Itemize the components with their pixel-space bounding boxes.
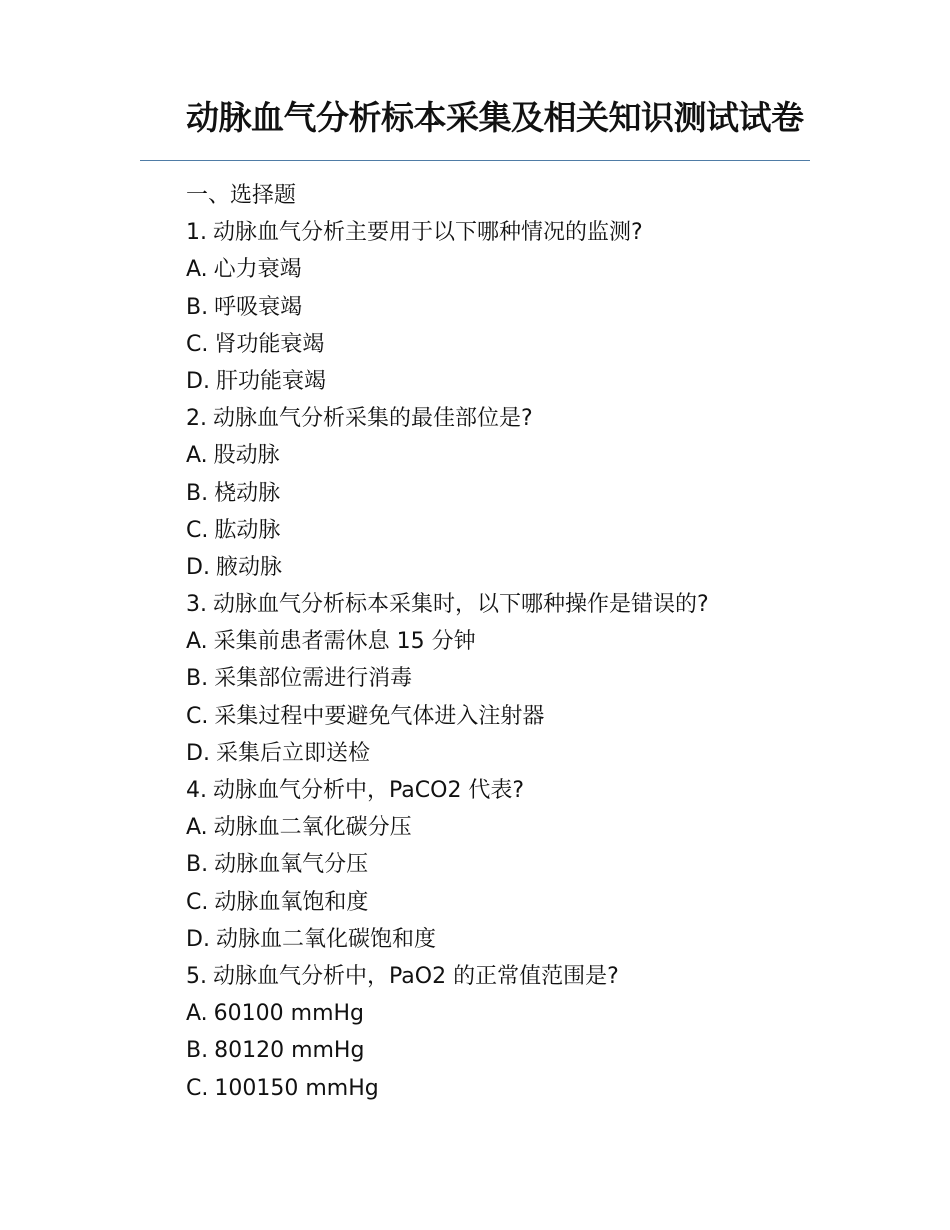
answer-option	[186, 512, 826, 549]
option-text: 动脉血氧气分压	[214, 852, 369, 878]
question-text: 动脉血气分析中，PaCO2 代表?	[213, 778, 525, 803]
question-list	[186, 177, 826, 1107]
question-stem	[186, 958, 826, 995]
answer-option	[186, 1032, 826, 1069]
question-stem	[186, 772, 826, 809]
answer-option	[186, 884, 826, 921]
answer-option	[186, 251, 826, 288]
answer-option	[186, 363, 826, 400]
question-number: 1.	[186, 220, 207, 246]
option-text: 股动脉	[213, 443, 280, 469]
option-label: D.	[186, 554, 210, 580]
option-label: B.	[186, 1038, 209, 1064]
option-label: C.	[186, 703, 209, 729]
option-text: 动脉血二氧化碳分压	[213, 815, 412, 841]
question-text: 动脉血气分析主要用于以下哪种情况的监测?	[213, 220, 643, 246]
option-text: 100150 mmHg	[214, 1075, 379, 1101]
option-label: B.	[186, 480, 209, 506]
option-label: A.	[186, 629, 208, 655]
answer-option	[186, 289, 826, 326]
option-label: A.	[186, 443, 208, 469]
option-text: 肝功能衰竭	[215, 368, 326, 394]
answer-option	[186, 809, 826, 846]
option-text: 动脉血氧饱和度	[214, 889, 369, 915]
section-heading: 一、选择题	[186, 183, 297, 208]
option-label: B.	[186, 294, 209, 320]
question-stem	[186, 586, 826, 623]
question-number: 4.	[186, 778, 207, 803]
option-label: D.	[186, 368, 210, 394]
option-label: D.	[186, 740, 210, 766]
option-text: 采集部位需进行消毒	[214, 666, 413, 692]
answer-option	[186, 735, 826, 772]
option-label: A.	[186, 1001, 208, 1027]
option-text: 桡动脉	[214, 480, 281, 506]
option-text: 心力衰竭	[213, 257, 302, 283]
option-text: 腋动脉	[215, 554, 282, 580]
option-label: A.	[186, 257, 208, 283]
document-title: 动脉血气分析标本采集及相关知识测试试卷	[186, 98, 804, 137]
answer-option	[186, 1070, 826, 1107]
question-stem	[186, 214, 826, 251]
question-text: 动脉血气分析中，PaO2 的正常值范围是?	[213, 963, 619, 989]
question-text: 动脉血气分析标本采集时，以下哪种操作是错误的?	[213, 592, 709, 618]
answer-option	[186, 475, 826, 512]
option-text: 采集后立即送检	[215, 740, 370, 766]
option-text: 60100 mmHg	[213, 1001, 365, 1027]
answer-option	[186, 921, 826, 958]
option-label: C.	[186, 1075, 209, 1101]
option-label: B.	[186, 666, 209, 692]
question-stem	[186, 400, 826, 437]
option-label: C.	[186, 331, 209, 357]
question-number: 2.	[186, 406, 207, 432]
option-text: 动脉血二氧化碳饱和度	[215, 926, 436, 952]
option-label: D.	[186, 926, 210, 952]
option-text: 80120 mmHg	[214, 1038, 365, 1064]
answer-option	[186, 846, 826, 883]
answer-option	[186, 660, 826, 697]
answer-option	[186, 437, 826, 474]
question-number: 3.	[186, 592, 207, 618]
option-text: 呼吸衰竭	[214, 294, 303, 320]
answer-option	[186, 995, 826, 1032]
option-label: C.	[186, 517, 209, 543]
title-underline	[140, 160, 810, 161]
question-number: 5.	[186, 963, 207, 989]
option-text: 肾功能衰竭	[214, 331, 325, 357]
answer-option	[186, 698, 826, 735]
option-label: B.	[186, 852, 209, 878]
option-label: A.	[186, 815, 208, 841]
option-text: 肱动脉	[214, 517, 281, 543]
answer-option	[186, 549, 826, 586]
option-text: 采集前患者需休息 15 分钟	[213, 629, 476, 655]
option-text: 采集过程中要避免气体进入注射器	[214, 703, 545, 729]
answer-option	[186, 326, 826, 363]
question-text: 动脉血气分析采集的最佳部位是?	[213, 406, 533, 432]
option-label: C.	[186, 889, 209, 915]
answer-option	[186, 623, 826, 660]
